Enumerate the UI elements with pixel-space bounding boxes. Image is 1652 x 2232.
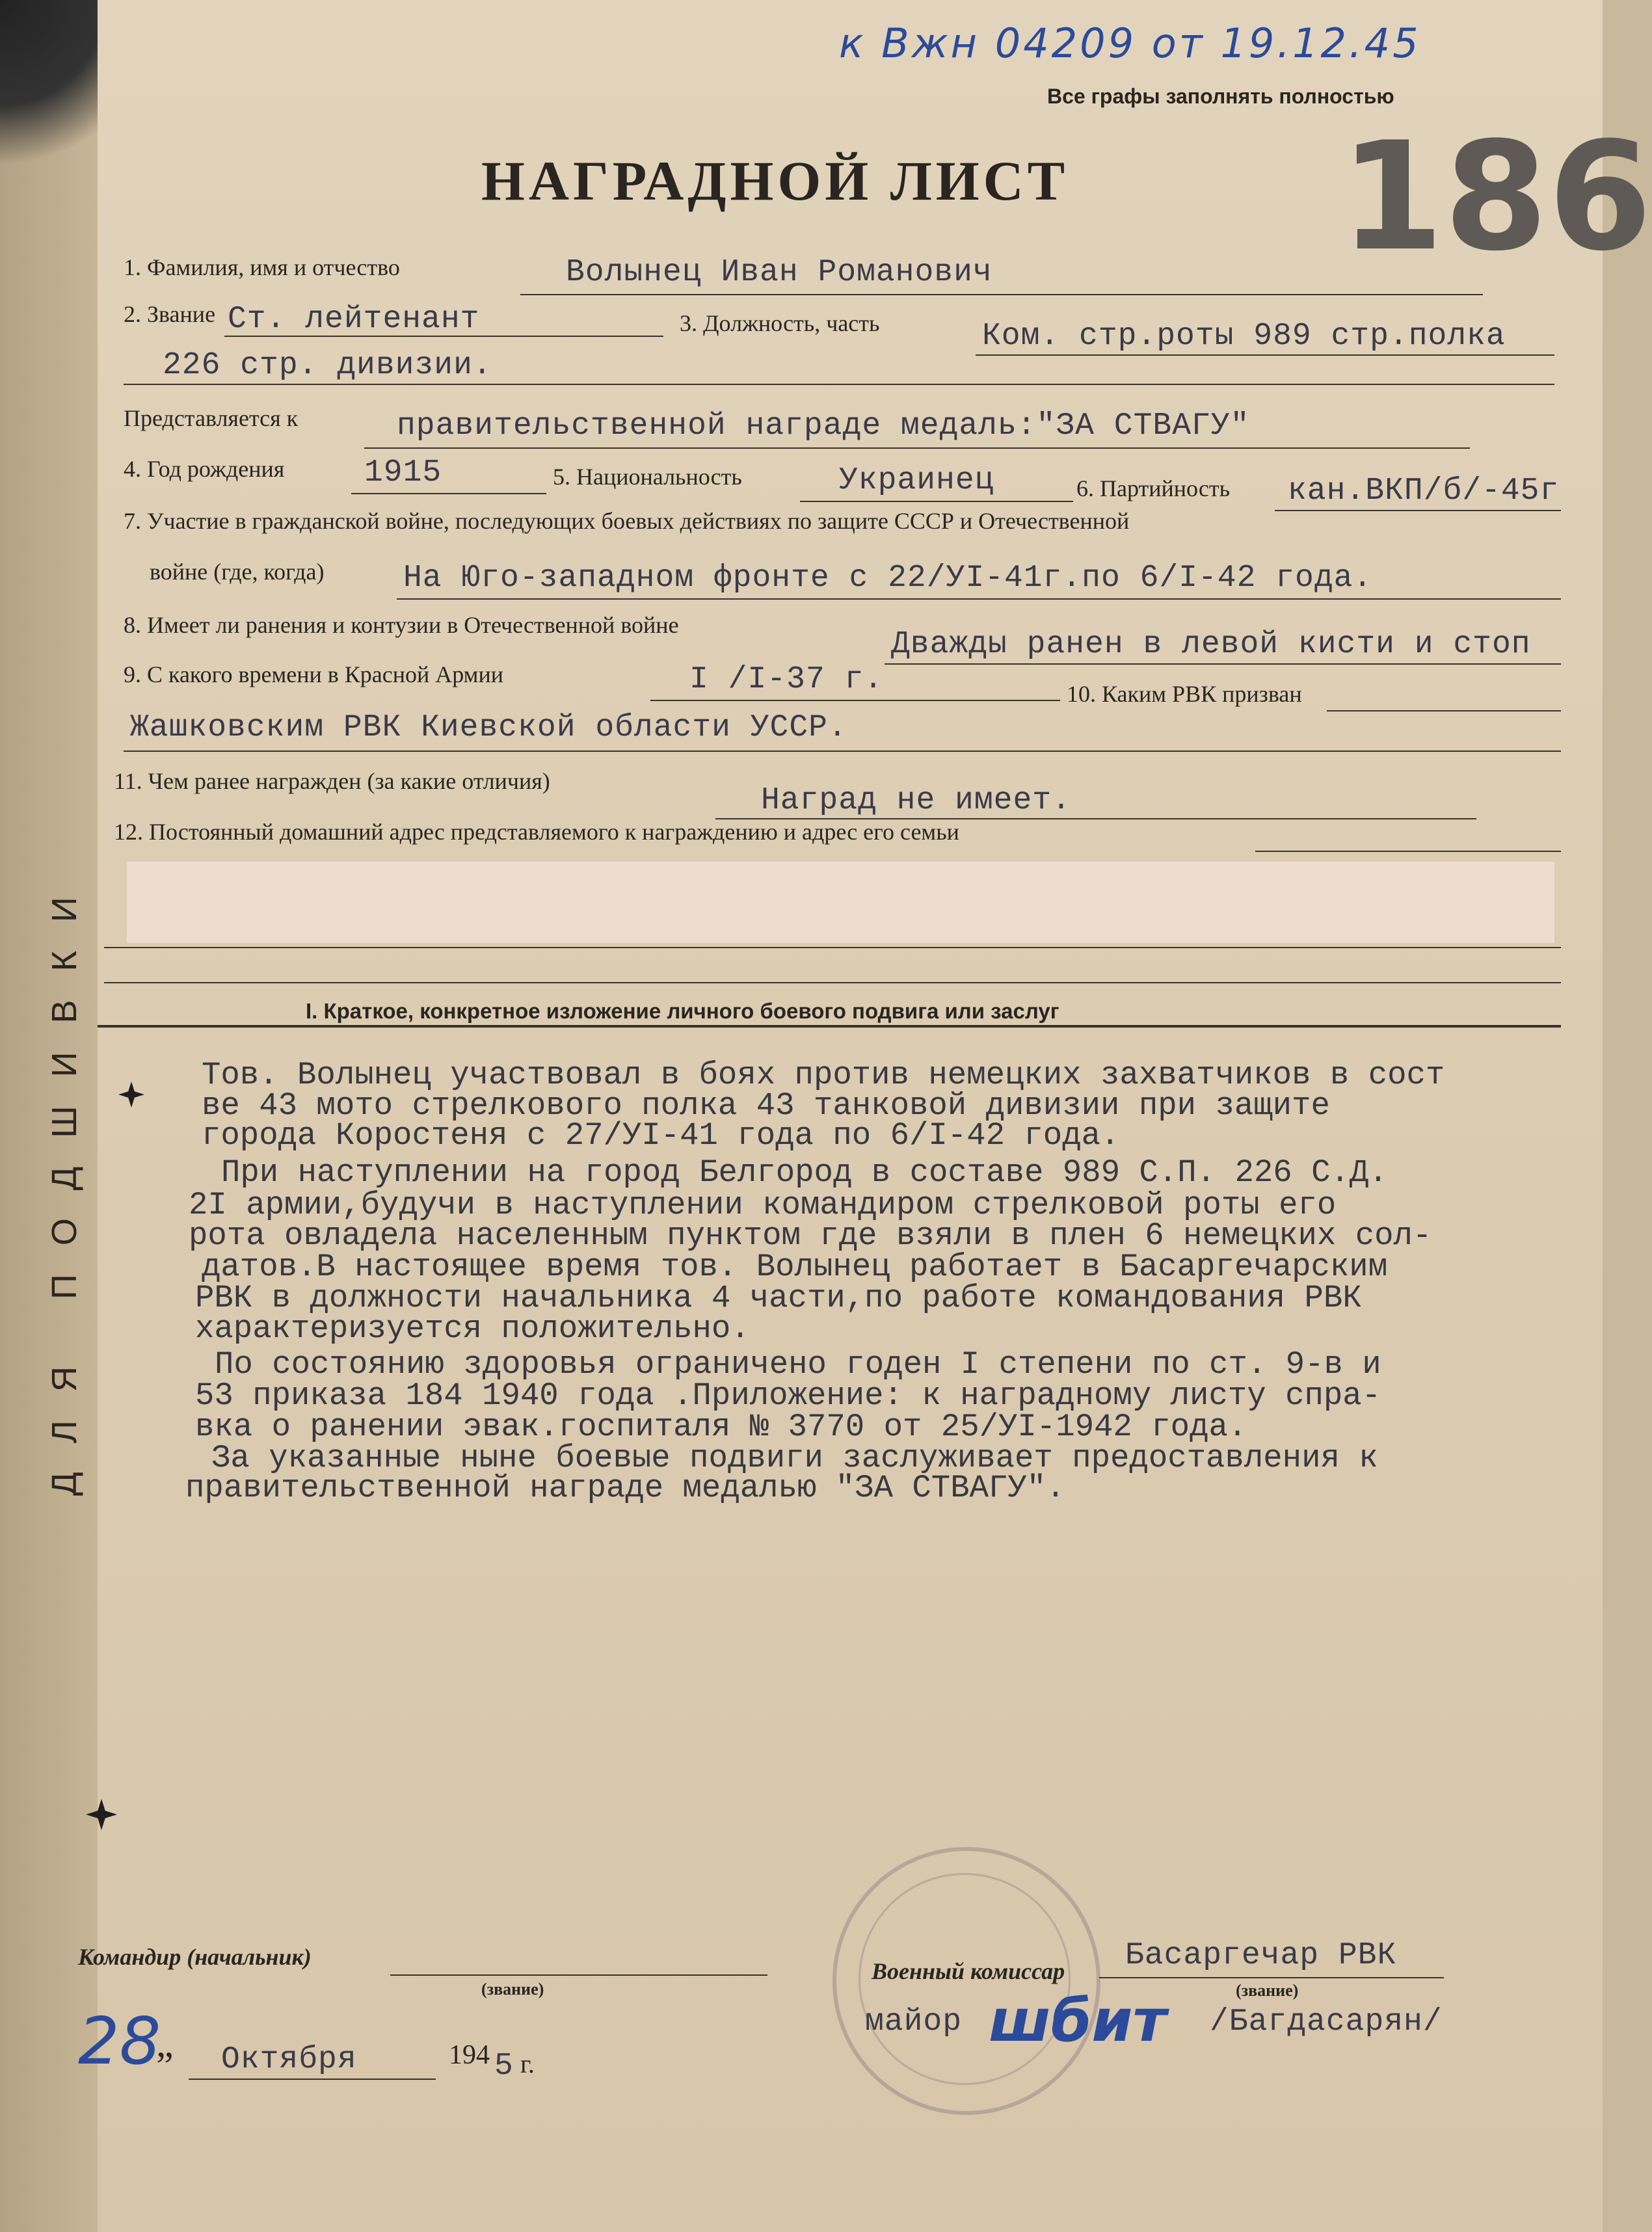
field-2-underline bbox=[224, 336, 663, 337]
field-10-value: Жашковским РВК Киевской области УССР. bbox=[130, 710, 847, 745]
redacted-address-block bbox=[127, 862, 1554, 943]
field-2-label: 2. Звание bbox=[124, 301, 216, 327]
field-3-value: Ком. стр.роты 989 стр.полка bbox=[982, 319, 1506, 354]
field-9-value: I /I-37 г. bbox=[689, 662, 884, 697]
commissar-rank: майор bbox=[865, 2004, 963, 2039]
commander-zvanie-label: (звание) bbox=[481, 1980, 544, 1999]
field-10-label: 10. Каким РВК призван bbox=[1067, 681, 1302, 707]
narrative-line: характеризуется положительно. bbox=[195, 1310, 750, 1347]
field-11-value: Наград не имеет. bbox=[761, 783, 1071, 818]
field-1-underline bbox=[520, 294, 1483, 295]
handwritten-signature: шбит bbox=[989, 1987, 1167, 2055]
commissar-underline bbox=[1099, 1977, 1444, 1978]
field-3-label: 3. Должность, часть bbox=[680, 310, 880, 336]
field-8-underline bbox=[885, 663, 1561, 665]
date-month-underline bbox=[189, 2079, 436, 2080]
narrative-line: 2I армии,будучи в наступлении командиром стрелковой роты его bbox=[189, 1187, 1337, 1223]
field-8-value: Дважды ранен в левой кисти и стоп bbox=[891, 627, 1531, 662]
field-4-underline bbox=[351, 493, 546, 494]
narrative-line: При наступлении на город Белгород в составе 989 С.П. 226 С.Д. bbox=[221, 1154, 1388, 1191]
field-6-underline bbox=[1275, 510, 1561, 511]
narrative-line: РВК в должности начальника 4 части,по работе командования РВК bbox=[195, 1280, 1362, 1316]
field-9-label: 9. С какого времени в Красной Армии bbox=[124, 661, 503, 687]
field-1-value: Волынец Иван Романович bbox=[566, 255, 993, 290]
date-day: 28 bbox=[78, 2003, 161, 2079]
field-3-value-continued: 226 стр. дивизии. bbox=[163, 348, 492, 383]
narrative-line: датов.В настоящее время тов. Волынец работает в Басаргечарским bbox=[202, 1249, 1388, 1285]
narrative-line: правительственной награде медалью "ЗА СТВАГУ". bbox=[185, 1470, 1065, 1506]
narrative-line: города Коростеня с 27/УI-41 года по 6/I-42 года. bbox=[202, 1117, 1120, 1154]
field-1-label: 1. Фамилия, имя и отчество bbox=[124, 254, 400, 280]
narrative-line: За указанные ныне боевые подвиги заслуживает предоставления к bbox=[211, 1440, 1378, 1476]
field-8-label: 8. Имеет ли ранения и контузии в Отечественной войне bbox=[124, 612, 679, 638]
commissar-unit: Басаргечар РВК bbox=[1125, 1938, 1397, 1973]
field-12-underline-2 bbox=[104, 947, 1561, 948]
field-12-underline bbox=[1255, 851, 1561, 852]
section-title: I. Краткое, конкретное изложение личного боевого подвига или заслуг bbox=[306, 999, 1059, 1023]
date-year-suffix: г. bbox=[520, 2049, 535, 2079]
fill-instruction: Все графы заполнять полностью bbox=[1047, 85, 1394, 108]
commissar-label: Военный комиссар bbox=[872, 1958, 1065, 1984]
field-7-underline bbox=[397, 598, 1561, 600]
commissar-name: /Багдасарян/ bbox=[1210, 2004, 1443, 2039]
presented-underline bbox=[364, 447, 1470, 449]
date-year-digit: 5 bbox=[494, 2049, 514, 2084]
date-year-prefix: 194 bbox=[449, 2040, 490, 2070]
field-4-value: 1915 bbox=[364, 455, 442, 490]
sheet-number: 186 bbox=[1340, 111, 1652, 284]
field-3-underline bbox=[976, 354, 1554, 356]
reference-handwritten-note: к Вжн 04209 от 19.12.45 bbox=[839, 20, 1421, 67]
binding-margin-text: ДЛЯ ПОДШИВКИ bbox=[45, 868, 84, 1496]
document-title: НАГРАДНОЙ ЛИСТ bbox=[481, 150, 1069, 212]
field-12-underline-3 bbox=[104, 982, 1561, 983]
field-3-underline-2 bbox=[124, 384, 1554, 385]
narrative-line: вка о ранении эвак.госпиталя № 3770 от 25/УI-1942 года. bbox=[195, 1409, 1247, 1445]
field-10-underline bbox=[1327, 710, 1561, 711]
narrative-line: рота овладела населенным пунктом где взяли в плен 6 немецких сол- bbox=[189, 1217, 1432, 1254]
field-6-label: 6. Партийность bbox=[1076, 475, 1231, 501]
field-10-underline-2 bbox=[124, 751, 1561, 752]
field-7-label: 7. Участие в гражданской войне, последующих боевых действиях по защите СССР и Отечественной bbox=[124, 508, 1130, 534]
field-12-label: 12. Постоянный домашний адрес представляемого к награждению и адрес его семьи bbox=[114, 819, 959, 845]
field-7-label-continued: войне (где, когда) bbox=[150, 559, 325, 585]
date-quote: „ bbox=[156, 2022, 174, 2065]
field-7-value: На Юго-западном фронте с 22/УI-41г.по 6/I-42 года. bbox=[403, 561, 1373, 596]
field-9-underline bbox=[650, 700, 1060, 701]
field-2-value: Ст. лейтенант bbox=[228, 302, 480, 337]
presented-value: правительственной награде медаль:"ЗА СТВАГУ" bbox=[397, 408, 1250, 444]
field-4-label: 4. Год рождения bbox=[124, 456, 285, 482]
narrative-line: ве 43 мото стрелкового полка 43 танковой дивизии при защите bbox=[202, 1087, 1330, 1124]
field-6-value: кан.ВКП/б/-45г bbox=[1288, 473, 1560, 509]
commissar-zvanie-label: (звание) bbox=[1236, 1981, 1299, 2000]
presented-label: Представляется к bbox=[124, 405, 299, 431]
field-5-label: 5. Национальность bbox=[553, 464, 742, 490]
date-month: Октября bbox=[221, 2042, 357, 2077]
narrative-line: Тов. Волынец участвовал в боях против немецких захватчиков в сост bbox=[202, 1057, 1445, 1093]
section-rule bbox=[98, 1025, 1561, 1028]
commander-underline bbox=[390, 1974, 767, 1976]
field-5-value: Украинец bbox=[839, 463, 994, 498]
field-11-label: 11. Чем ранее награжден (за какие отличия) bbox=[114, 768, 550, 794]
narrative-line: 53 приказа 184 1940 года .Приложение: к наградному листу спра- bbox=[195, 1377, 1381, 1414]
field-5-underline bbox=[800, 501, 1073, 502]
commander-label: Командир (начальник) bbox=[78, 1944, 312, 1970]
narrative-line: По состоянию здоровья ограничено годен I степени по ст. 9-в и bbox=[215, 1346, 1381, 1383]
